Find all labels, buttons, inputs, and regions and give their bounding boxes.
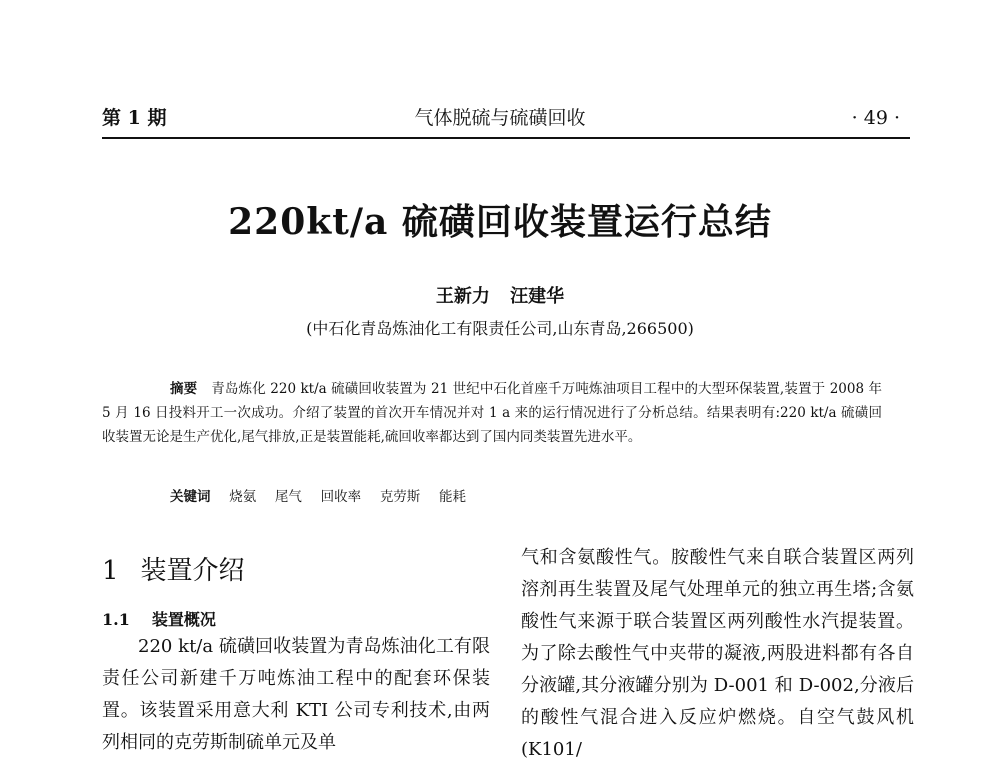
keyword-item: 回收率 <box>320 489 362 505</box>
keyword-item: 能耗 <box>439 489 467 505</box>
abstract <box>102 377 882 449</box>
keyword-item: 尾气 <box>274 489 302 505</box>
keyword-item: 克劳斯 <box>379 489 421 505</box>
subsection-title: 装置概况 <box>151 610 216 629</box>
section-title: 装置介绍 <box>140 556 245 586</box>
author-affiliation: (中石化青岛炼油化工有限责任公司,山东青岛,266500) <box>306 319 694 338</box>
section-number: 1 <box>102 556 119 586</box>
section-heading <box>102 554 245 588</box>
keyword-item: 烧氨 <box>229 489 257 505</box>
article-authors: 王新力 汪建华 <box>435 286 565 307</box>
body-column-left <box>102 631 490 759</box>
body-paragraph: 220 kt/a 硫磺回收装置为青岛炼油化工有限责任公司新建千万吨炼油工程中的配套环保装置。该装置采用意大利 KTI 公司专利技术,由两列相同的克劳斯制硫单元及单 <box>102 636 490 753</box>
header-rule <box>102 137 910 139</box>
article-title: 220kt/a 硫磺回收装置运行总结 <box>228 201 772 243</box>
journal-name: 气体脱硫与硫磺回收 <box>414 107 586 129</box>
keywords <box>170 487 466 507</box>
subsection-number: 1.1 <box>102 610 130 629</box>
issue-number: 第 1 期 <box>102 107 167 129</box>
abstract-label: 摘要 <box>170 381 198 397</box>
body-column-right <box>521 542 914 766</box>
body-paragraph: 气和含氨酸性气。胺酸性气来自联合装置区两列溶剂再生装置及尾气处理单元的独立再生塔;含氨酸性气来源于联合装置区两列酸性水汽提装置。为了除去酸性气中夹带的凝液,两股进料都有各自分液罐,其分液罐分别为 D-001 和 D-002,分液后的酸性气混合进入反应炉燃烧。自空气鼓风机(K101/ <box>521 547 914 760</box>
subsection-heading <box>102 609 216 631</box>
keywords-label: 关键词 <box>170 489 211 505</box>
page-number: · 49 · <box>851 107 900 129</box>
abstract-text: 青岛炼化 220 kt/a 硫磺回收装置为 21 世纪中石化首座千万吨炼油项目工程中的大型环保装置,装置于 2008 年 5 月 16 日投料开工一次成功。介绍了装置的首次开车情况并对 1 a 来的运行情况进行了分析总结。结果表明有:220 kt/a 硫磺回收装置无论是生产优化,尾气排放,正是装置能耗,硫回收率都达到了国内同类装置先进水平。 <box>102 381 882 445</box>
